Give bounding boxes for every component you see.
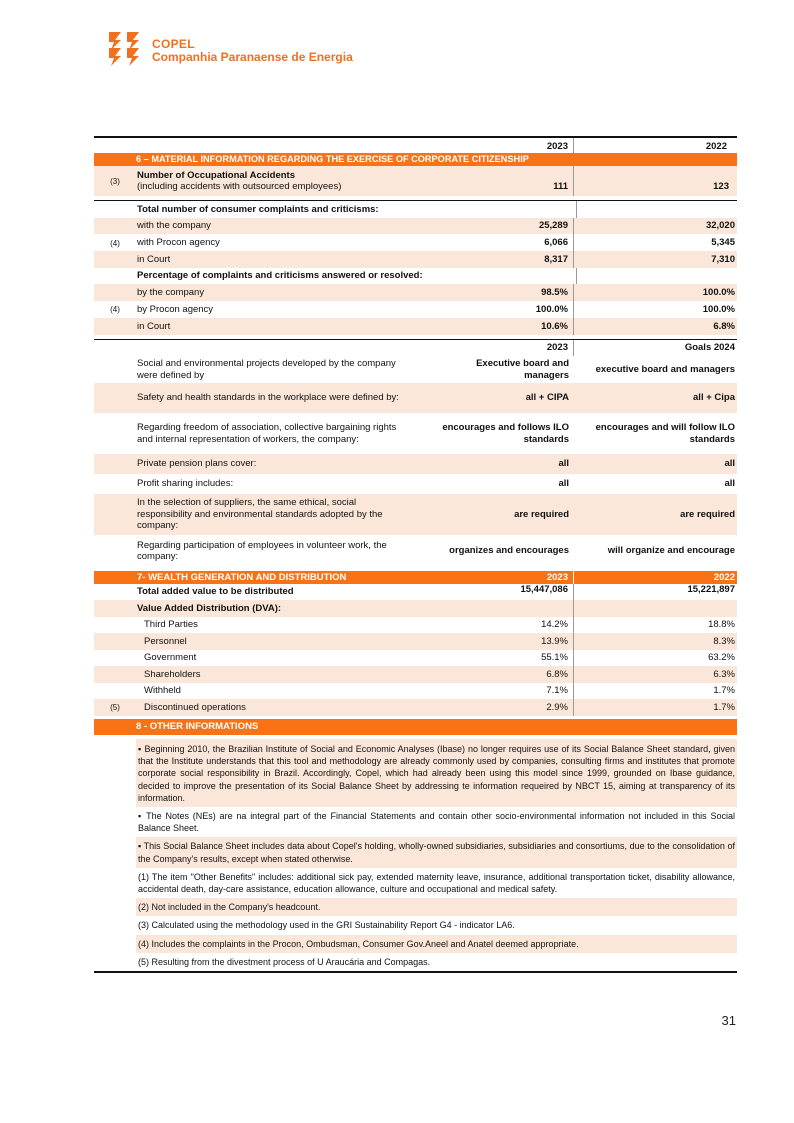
policy-2023-4: all (558, 478, 569, 489)
section-7-title-row (94, 571, 737, 584)
percent-2023-1: 100.0% (436, 301, 574, 318)
dva-label-5: Discontinued operations (144, 701, 246, 713)
policy-label-3: Private pension plans cover: (137, 458, 257, 470)
percent-2022-1: 100.0% (702, 303, 735, 315)
section-7-title: 7- WEALTH GENERATION AND DISTRIBUTION (137, 572, 347, 583)
complaints-2022-0: 32,020 (705, 220, 735, 231)
policy-2023-5: are required (514, 508, 569, 520)
complaints-title-row (94, 200, 737, 218)
year-2023-header: 2023 (436, 138, 574, 153)
complaints-2023-2: 8,317 (436, 251, 574, 268)
section-7-2022: 2022 (713, 571, 735, 583)
policy-2024-3: all (724, 458, 735, 469)
dva-title-row (94, 600, 737, 617)
dva-2022-0: 18.8% (708, 619, 735, 630)
policy-header-row (94, 339, 737, 356)
complaints-label-1: with Procon agency (137, 236, 220, 248)
policy-label-5: In the selection of suppliers, the same ethical, social responsibility and environmental standards adopted by the company: (137, 497, 383, 532)
policy-label-0: Social and environmental projects developed by the company were defined by (137, 358, 396, 381)
year-header-row (94, 136, 737, 153)
other-info-paragraph-6: (4) Includes the complaints in the Procon, Ombudsman, Consumer Gov.Aneel and Anatel deemed appropriate. (136, 935, 737, 953)
dva-2022-4: 1.7% (713, 685, 735, 696)
other-info-paragraph-3: (1) The item "Other Benefits" includes: additional sick pay, extended maternity leave, insurance, additional transportation ticket, disability allowance, accidental death, day-care assistance, education allowance, culture and occupational and medical safety. (138, 871, 735, 895)
social-balance-sheet (94, 136, 737, 973)
percent-note: (4) (110, 304, 120, 314)
section-6-title: 6 – MATERIAL INFORMATION REGARDING THE EXERCISE OF CORPORATE CITIZENSHIP (136, 154, 529, 164)
dva-2023-0: 14.2% (436, 617, 574, 633)
dva-2022-2: 63.2% (708, 652, 735, 663)
complaints-group (94, 218, 737, 268)
dva-2022-5: 1.7% (713, 701, 735, 713)
dva-row-0 (94, 617, 737, 633)
policy-row-6 (94, 535, 737, 567)
other-info-paragraph-5: (3) Calculated using the methodology used in the GRI Sustainability Report G4 - indicator LA6. (138, 920, 515, 931)
policy-label-4: Profit sharing includes: (137, 478, 234, 490)
percent-2023-2: 10.6% (436, 318, 574, 335)
policy-row-0 (94, 356, 737, 383)
dva-row-4 (94, 683, 737, 699)
percent-title-row (94, 268, 737, 284)
policy-row-4 (94, 474, 737, 494)
complaints-2023-1: 6,066 (436, 234, 574, 251)
percent-label-0: by the company (137, 286, 205, 298)
complaints-row-1 (94, 234, 737, 251)
company-full-name: Companhia Paranaense de Energia (152, 50, 353, 64)
percent-row-1 (94, 301, 737, 318)
total-added-value-2023: 15,447,086 (436, 584, 574, 600)
policy-header-2023: 2023 (436, 340, 574, 356)
policy-2024-0: executive board and managers (595, 363, 735, 375)
dva-row-1 (94, 633, 737, 650)
company-name (152, 38, 353, 64)
percent-group (94, 284, 737, 335)
complaints-row-0 (94, 218, 737, 234)
policy-2024-4: all (724, 478, 735, 489)
total-added-value-row (94, 584, 737, 600)
policy-2023-0: Executive board and managers (476, 357, 569, 381)
complaints-2022-2: 7,310 (711, 253, 735, 265)
dva-2023-3: 6.8% (436, 666, 574, 683)
table-bottom-rule (94, 971, 737, 973)
dva-row-2 (94, 650, 737, 666)
policy-label-2: Regarding freedom of association, collective bargaining rights and internal representation of workers, the company: (137, 422, 397, 445)
policy-row-5 (94, 494, 737, 535)
dva-title: Value Added Distribution (DVA): (137, 602, 282, 614)
dva-label-4: Withheld (144, 685, 181, 697)
policy-header-goals: Goals 2024 (684, 342, 735, 353)
accidents-2022: 123 (713, 181, 729, 192)
complaints-2022-1: 5,345 (711, 236, 735, 248)
other-info-paragraph-0: ▪ Beginning 2010, the Brazilian Institute of Social and Economic Analyses (Ibase) no longer requires use of its Social Balance Sheet standard, given that the Institute understands that this tool and methodology are already commonly used by companies, consulting firms and institutes that promote corporate social responsibility in Brazil. Accordingly, Copel, which had already been using this model since 1999, grounded on Ibase guidance, decided to improve the presentation of its Social Balance Sheet by addressing te information requeired by NBCT 15, aiming at transparency of its information. (136, 739, 737, 807)
policy-row-1 (94, 383, 737, 413)
percent-label-2: in Court (137, 320, 171, 332)
dva-2023-1: 13.9% (436, 633, 574, 650)
complaints-row-2 (94, 251, 737, 268)
copel-logo-icon (107, 30, 147, 68)
percent-label-1: by Procon agency (137, 303, 214, 315)
policy-2023-6: organizes and encourages (449, 545, 569, 556)
section-6-title-row (94, 153, 737, 166)
complaints-2023-0: 25,289 (436, 218, 574, 234)
dva-2023-2: 55.1% (436, 650, 574, 666)
other-info-paragraph-7: (5) Resulting from the divestment process of U Araucária and Compagas. (138, 956, 431, 967)
accidents-note: (3) (110, 176, 120, 186)
accidents-row (94, 166, 737, 196)
total-added-value-2022: 15,221,897 (687, 584, 735, 595)
policy-row-3 (94, 454, 737, 474)
policy-2023-1: all + CIPA (525, 392, 569, 403)
other-info-paragraph-1: ▪ The Notes (NEs) are na integral part of the Financial Statements and contain other socio-environmental information not included in this Social Balance Sheet. (138, 811, 735, 834)
complaints-label-0: with the company (137, 220, 211, 232)
section-8-title-row (94, 719, 737, 735)
percent-2023-0: 98.5% (436, 284, 574, 301)
accidents-2023: 111 (436, 166, 574, 196)
policy-2024-1: all + Cipa (693, 392, 735, 403)
policy-2023-2: encourages and follows ILO standards (442, 421, 569, 445)
dva-label-2: Government (144, 652, 197, 664)
dva-label-3: Shareholders (144, 668, 201, 680)
accidents-subtitle: (including accidents with outsourced employees) (137, 181, 342, 192)
page-number: 31 (721, 1013, 736, 1028)
policy-label-6: Regarding participation of employees in volunteer work, the company: (137, 539, 387, 562)
policy-row-2 (94, 413, 737, 454)
dva-2023-5: 2.9% (436, 699, 574, 716)
percent-title: Percentage of complaints and criticisms answered or resolved: (137, 270, 423, 282)
dva-note-5: (5) (110, 703, 120, 712)
complaints-label-2: in Court (137, 253, 171, 265)
percent-2022-0: 100.0% (702, 286, 735, 298)
dva-2022-3: 6.3% (713, 668, 735, 680)
accidents-title: Number of Occupational Accidents (137, 169, 296, 181)
dva-label-0: Third Parties (144, 619, 198, 631)
other-info-paragraph-2: ▪ This Social Balance Sheet includes data about Copel's holding, wholly-owned subsidiaries, subsidiaries and consortiums, due to the consolidation of the Company's results, except when stated otherwise. (136, 837, 737, 867)
percent-row-0 (94, 284, 737, 301)
policy-label-1: Safety and health standards in the workplace were defined by: (137, 392, 399, 404)
total-added-value-label: Total added value to be distributed (137, 586, 294, 598)
percent-row-2 (94, 318, 737, 335)
other-info-paragraph-4: (2) Not included in the Company's headcount. (136, 898, 737, 916)
section-8-title: 8 - OTHER INFORMATIONS (136, 721, 259, 732)
dva-2023-4: 7.1% (436, 683, 574, 699)
policy-2024-5: are required (680, 508, 735, 520)
complaints-note: (4) (110, 238, 120, 248)
dva-row-5 (94, 699, 737, 716)
policy-2023-3: all (558, 458, 569, 469)
dva-2022-1: 8.3% (713, 635, 735, 647)
section-7-2023: 2023 (436, 571, 574, 584)
percent-2022-2: 6.8% (713, 320, 735, 332)
complaints-title: Total number of consumer complaints and criticisms: (137, 203, 379, 215)
year-2022-header: 2022 (705, 141, 727, 152)
policy-2024-6: will organize and encourage (607, 545, 735, 556)
company-short-name: COPEL (152, 37, 195, 51)
policy-2024-2: encourages and will follow ILO standards (595, 421, 735, 445)
dva-row-3 (94, 666, 737, 683)
dva-label-1: Personnel (144, 635, 187, 647)
